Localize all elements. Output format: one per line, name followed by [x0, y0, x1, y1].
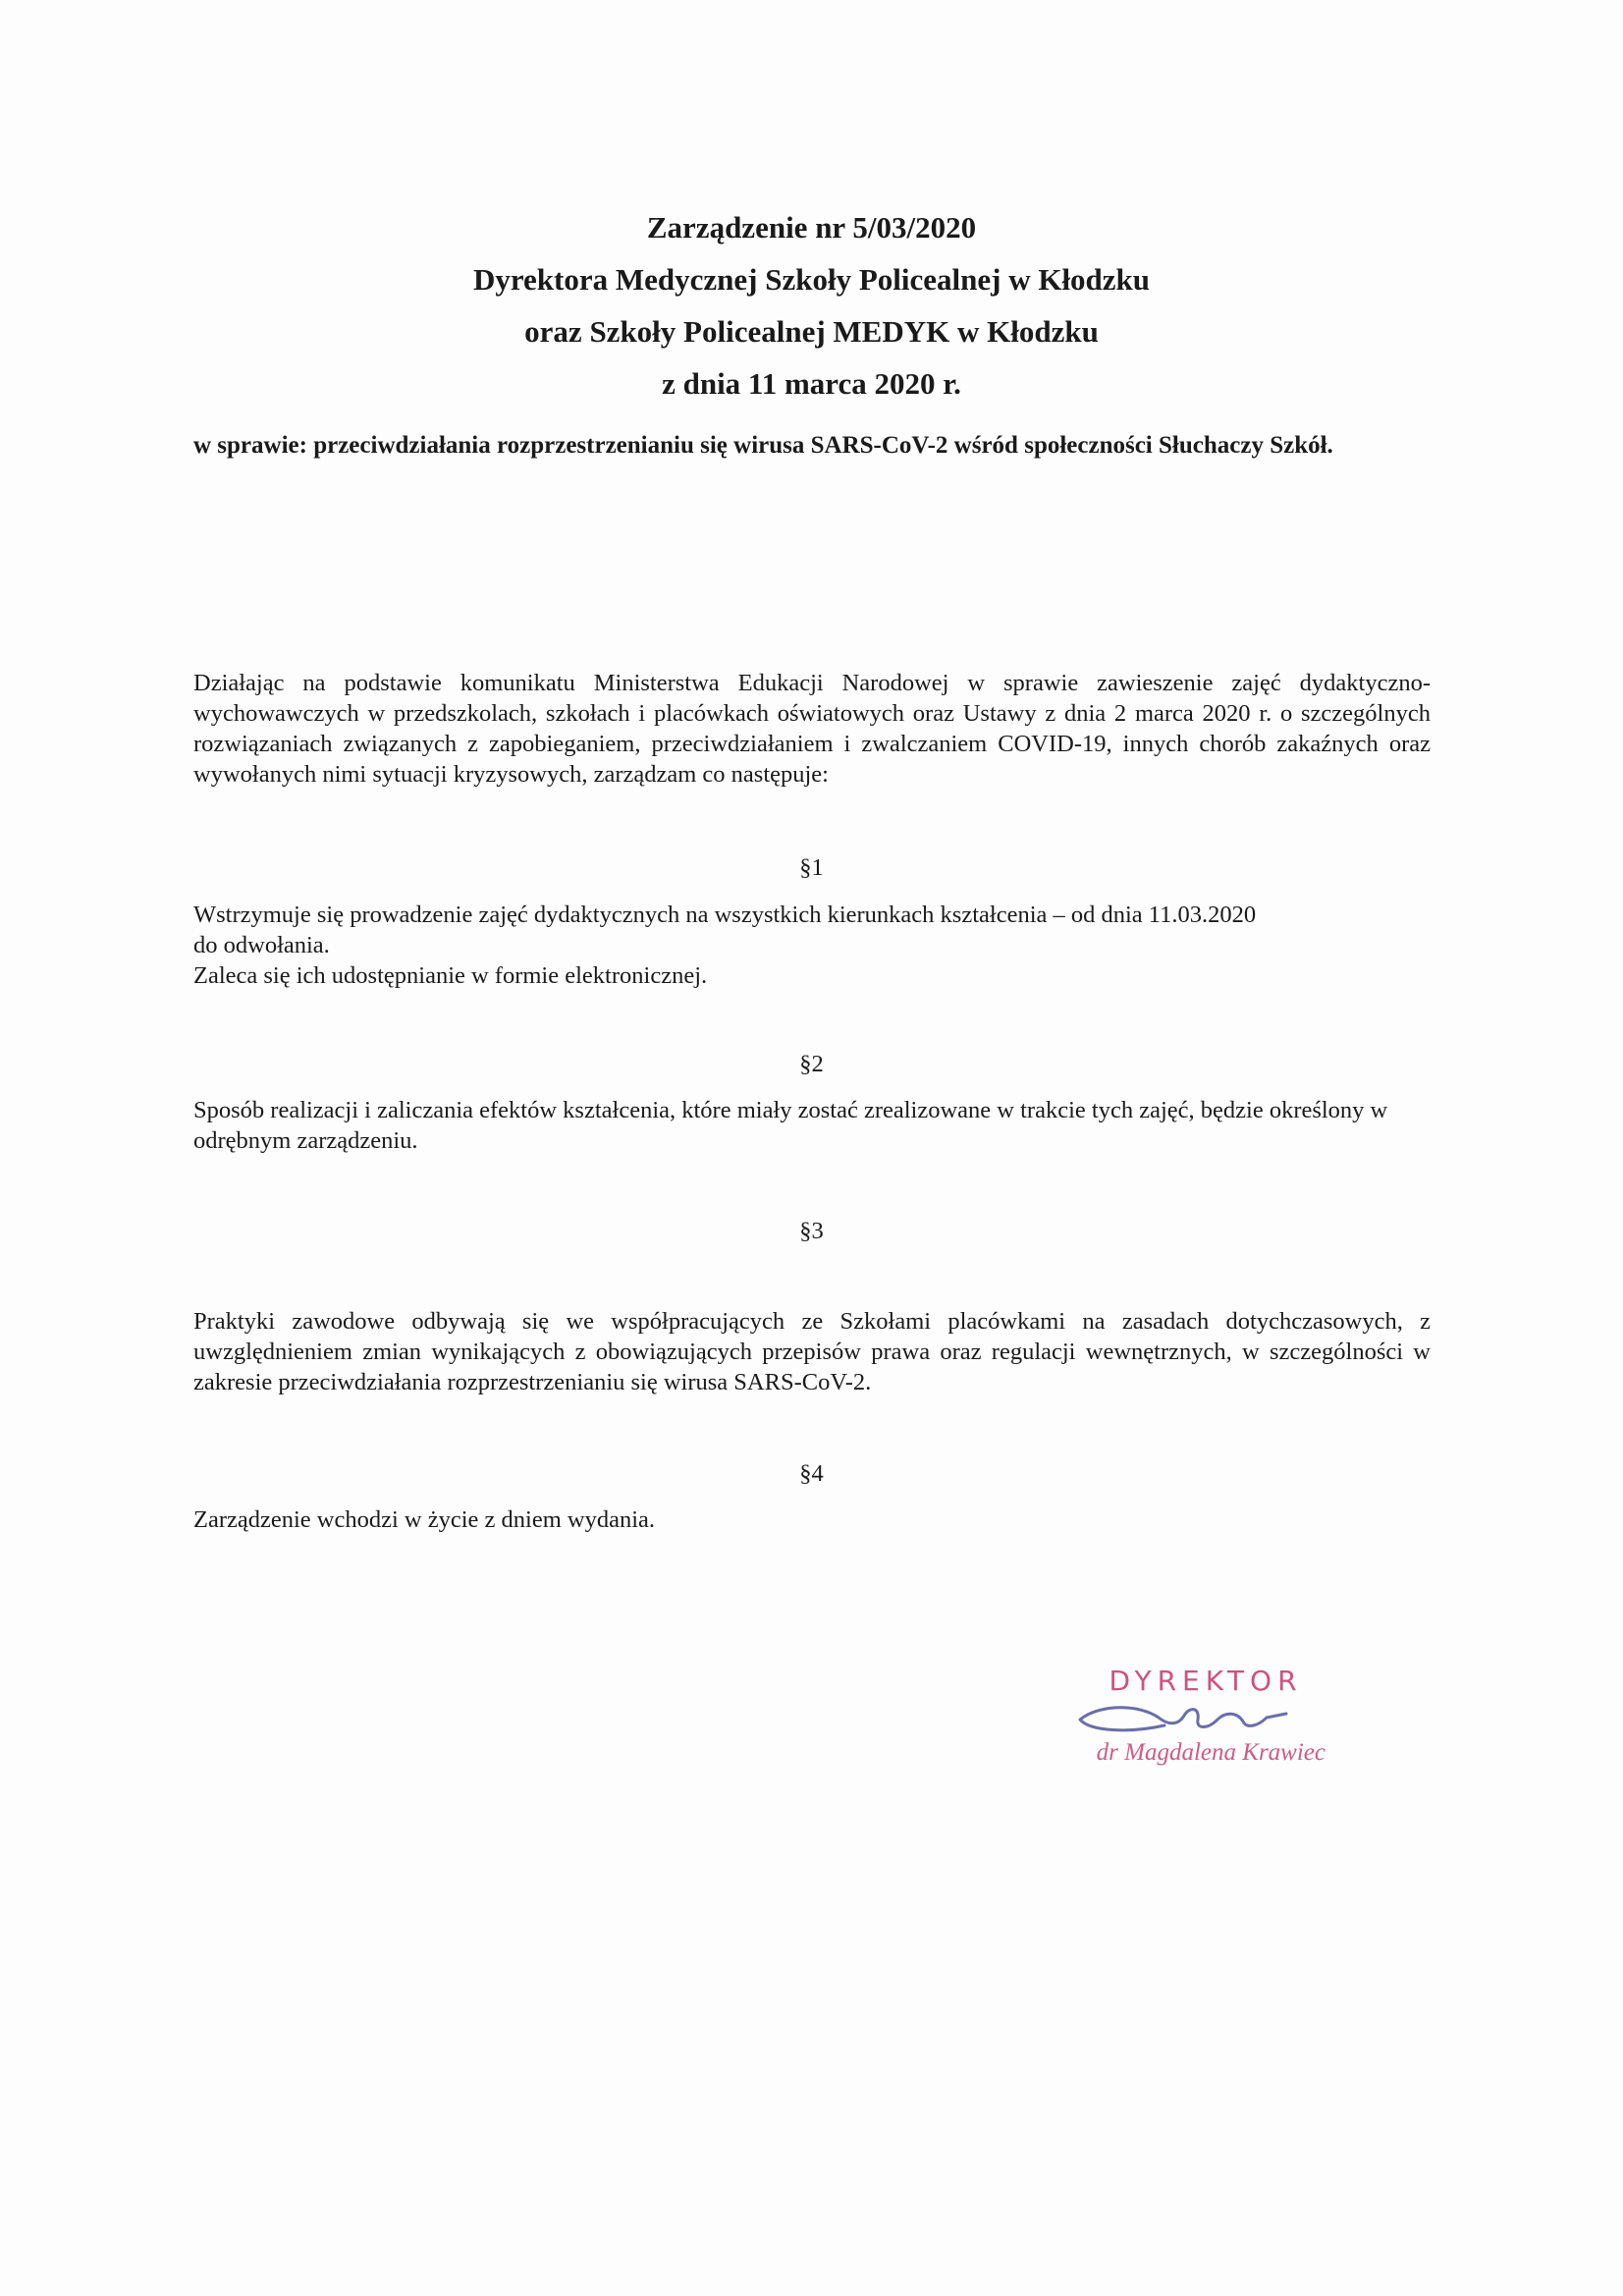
- section-1-line-3: Zaleca się ich udostępnianie w formie elektronicznej.: [193, 962, 708, 989]
- section-3-mark: §3: [799, 1218, 824, 1244]
- issuer-line-2: oraz Szkoły Policealnej MEDYK w Kłodzku: [524, 314, 1099, 349]
- issuer-line: Dyrektora Medycznej Szkoły Policealnej w Kłodzku: [472, 262, 1151, 297]
- document-subject: w sprawie: przeciwdziałania rozprzestrzenianiu się wirusa SARS-CoV-2 wśród społeczności Słuchaczy Szkół.: [193, 432, 1333, 459]
- signature-mark: [1070, 1696, 1306, 1743]
- intro-paragraph: [193, 668, 1431, 790]
- section-4-body: [193, 1504, 1431, 1535]
- section-4-text: Zarządzenie wchodzi w życie z dniem wydania.: [193, 1506, 656, 1533]
- section-3-body: [193, 1306, 1431, 1397]
- section-1-line-1: Wstrzymuje się prowadzenie zajęć dydaktycznych na wszystkich kierunkach kształcenia – od dnia 11.03.2020: [193, 902, 1257, 928]
- stamp-name: dr Magdalena Krawiec: [1096, 1739, 1325, 1766]
- director-stamp: [1031, 1665, 1345, 1792]
- section-3-text: Praktyki zawodowe odbywają się we współpracujących ze Szkołami placówkami na zasadach dotychczasowych, z uwzględnieniem zmian wynikających z obowiązujących przepisów prawa oraz regulacji wewnętrznych, w szczególności w zakresie przeciwdziałania rozprzestrzenianiu się wirusa SARS-CoV-2.: [193, 1308, 1431, 1395]
- document-date: z dnia 11 marca 2020 r.: [662, 366, 961, 401]
- section-2-body: [193, 1095, 1431, 1156]
- document-title: Zarządzenie nr 5/03/2020: [646, 210, 977, 245]
- section-4-mark: §4: [799, 1460, 824, 1487]
- intro-text: Działając na podstawie komunikatu Ministerstwa Edukacji Narodowej w sprawie zawieszenie zajęć dydaktyczno-wychowawczych w przedszkolach, szkołach i placówkach oświatowych oraz Ustawy z dnia 2 marca 2020 r. o szczególnych rozwiązaniach związanych z zapobieganiem, przeciwdziałaniem i zwalczaniem COVID-19, innych chorób zakaźnych oraz wywołanych nimi sytuacji kryzysowych, zarządzam co następuje:: [193, 670, 1431, 788]
- section-1-line-2: do odwołania.: [193, 932, 330, 958]
- section-1-body: [193, 900, 1431, 991]
- section-2-text: Sposób realizacji i zaliczania efektów kształcenia, które miały zostać zrealizowane w trakcie tych zajęć, będzie określony w odrębnym zarządzeniu.: [193, 1097, 1388, 1154]
- document-header: [0, 201, 1623, 410]
- section-1-mark: §1: [799, 854, 824, 881]
- section-2-mark: §2: [799, 1051, 824, 1077]
- stamp-title: DYREKTOR: [1109, 1665, 1303, 1697]
